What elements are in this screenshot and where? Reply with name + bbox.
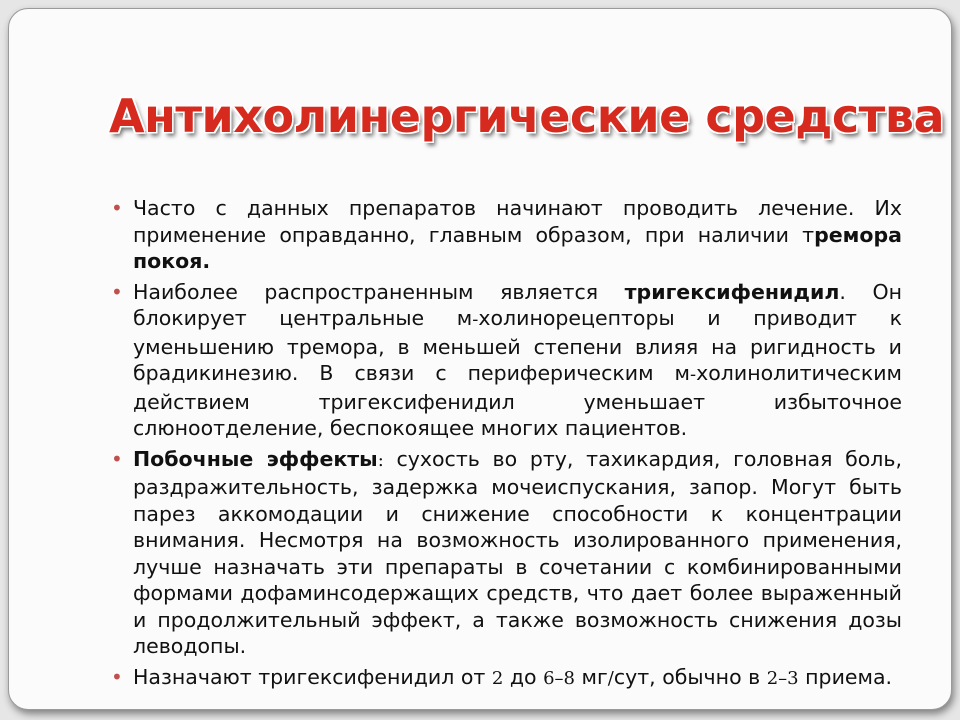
bullet-item [109,664,902,693]
bullet-text: Часто с данных препаратов начинают проводить лечение. Их применение оправданно, главным образом, при наличии т [133,196,902,247]
bullet-icon: • [111,446,123,471]
slide-body [109,195,902,696]
bullet-text: холинорецепторы и приводит к уменьшению тремора, в меньшей степени влияя на ригидность и брадикинезию. В связи с периферическим м [133,306,902,385]
bullet-item [109,279,902,442]
bullet-icon: • [111,279,123,304]
bullet-text: сут, обычно в [613,664,767,689]
bullet-text: / [607,667,614,689]
bullet-text: : [377,449,384,471]
bullet-text: сухость во рту, тахикардия, головная боль, раздражительность, задержка мочеиспускания, запор. Могут быть парез аккомодации и снижение способности к концентрации внимания. Несмотря на возможность изолированного применения, лучше назначать эти препараты в сочетании с комбинированными формами дофаминсодержащих средств, что дает более выраженный и продолжительный эффект, а также возможность снижения дозы леводопы. [133,446,902,658]
bullet-icon: • [111,664,123,689]
bullet-number: 6–8 [543,667,575,689]
bullet-text: мг [574,664,608,689]
bullet-number: 2–3 [766,667,799,689]
bullet-bold-text: Побочные эффекты [133,446,378,471]
bullet-bold-text: ремора покоя. [133,222,902,273]
bullet-text: - [472,309,479,330]
bullet-text: холинолитическим действием тригексифенидил уменьшает избыточное слюноотделение, беспокоящее многих пациентов. [133,361,902,440]
bullet-text: . Он блокирует центральные м [133,279,902,330]
bullet-icon: • [111,196,123,220]
bullet-text: до [503,664,544,689]
slide-title: Антихолинергические средства [109,89,944,143]
bullet-text: Наиболее распространенным является [133,279,625,304]
bullet-text: Назначают тригексифенидил от [133,664,492,689]
bullet-bold-text: тригексифенидил [624,279,840,304]
bullet-item [109,446,902,660]
slide [8,8,952,710]
bullet-item [109,195,902,275]
bullet-text: - [690,364,697,385]
bullet-number: 2 [491,667,504,689]
bullet-text: приема. [798,664,893,689]
